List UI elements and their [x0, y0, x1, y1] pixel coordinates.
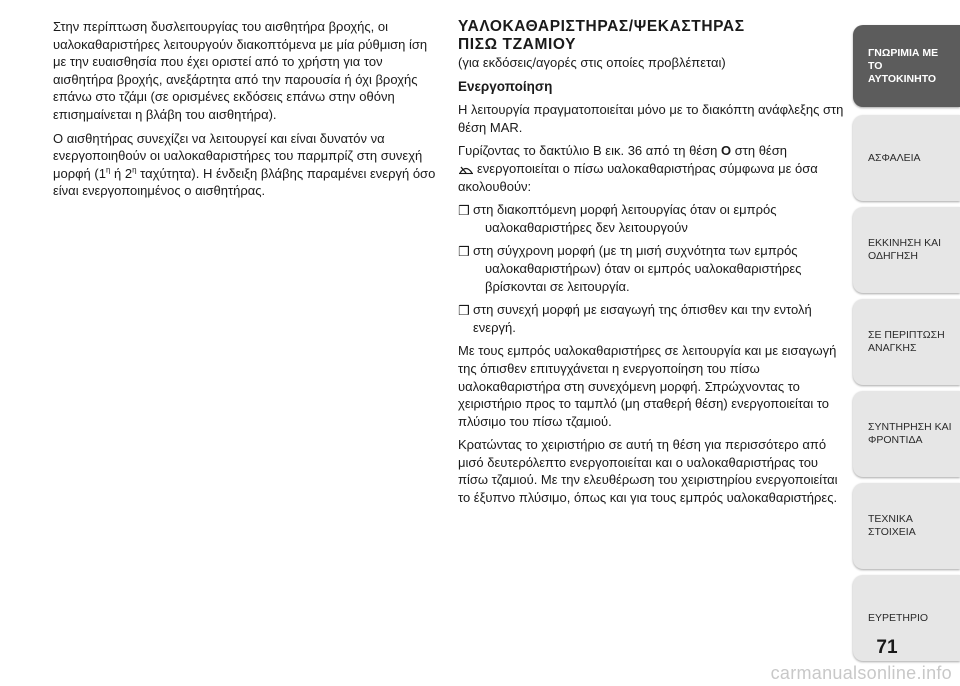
tab-maintenance[interactable]: ΣΥΝΤΗΡΗΣΗ ΚΑΙ ΦΡΟΝΤΙΔΑ — [853, 391, 960, 477]
list-item: ❒ στη συνεχή μορφή με εισαγωγή της όπισθεν και την εντολή ενεργή. — [458, 302, 812, 335]
tab-emergency[interactable]: ΣΕ ΠΕΡΙΠΤΩΣΗ ΑΝΑΓΚΗΣ — [853, 299, 960, 385]
section-title: ΥΑΛΟΚΑΘΑΡΙΣΤΗΡΑΣ/ΨΕΚΑΣΤΗΡΑΣ ΠΙΣΩ ΤΖΑΜΙΟΥ — [458, 18, 745, 53]
checkbox-bullet-icon: ❒ — [458, 203, 470, 219]
tab-index[interactable]: ΕΥΡΕΤΗΡΙΟ — [853, 575, 960, 661]
section-subtitle: (για εκδόσεις/αγορές στις οποίες προβλέπεται) — [458, 55, 726, 70]
tab-getting-to-know[interactable]: ΓΝΩΡΙΜΙΑ ΜΕ ΤΟ ΑΥΤΟΚΙΝΗΤΟ — [853, 25, 960, 107]
list-item: ❒ στη σύγχρονη μορφή (με τη μισή συχνότητα των εμπρός υαλοκαθαριστήρων) όταν οι εμπρός υαλοκαθαριστήρες βρίσκονται σε λειτουργία. — [458, 243, 802, 294]
left-column — [53, 18, 438, 206]
paragraph-ring: Γυρίζοντας το δακτύλιο B εικ. 36 από τη θέση O στη θέση ενεργοποιείται ο πίσω υαλοκαθαριστήρας σύμφωνα με όσα ακολουθούν: — [458, 143, 818, 194]
paragraph-reverse-gear: Με τους εμπρός υαλοκαθαριστήρες σε λειτουργία και με εισαγωγή της όπισθεν επιτυγχάνεται η ενεργοποίηση του πίσω υαλοκαθαριστήρα στη συνεχόμενη μορφή. Σπρώχνοντας το χειριστήριο προς το ταμπλό (μη σταθερή θέση) ενεργοποιείται το πλύσιμο του πίσω τζαμιού. — [458, 343, 837, 429]
tab-technical-data[interactable]: ΤΕΧΝΙΚΑ ΣΤΟΙΧΕΙΑ — [853, 483, 960, 569]
watermark: carmanualsonline.info — [770, 663, 952, 683]
tab-starting-driving[interactable]: ΕΚΚΙΝΗΣΗ ΚΑΙ ΟΔΗΓΗΣΗ — [853, 207, 960, 293]
rear-wiper-icon — [458, 162, 474, 174]
right-column — [458, 18, 850, 513]
checkbox-bullet-icon: ❒ — [458, 244, 470, 260]
page-number: 71 — [876, 637, 898, 658]
subheading-activation: Ενεργοποίηση — [458, 78, 553, 94]
paragraph-sensor-continues: Ο αισθητήρας συνεχίζει να λειτουργεί και είναι δυνατόν να ενεργοποιηθούν οι υαλοκαθαριστήρες του παρμπρίζ στη συνεχή μορφή ($1^\eta$ ή $2^\eta$ ταχύτητα). Η ένδειξη βλάβης παραμένει ενεργή όσο είναι ενεργοποιημένος ο αισθητήρας. — [53, 130, 436, 199]
list-item: ❒ στη διακοπτόμενη μορφή λειτουργίας όταν οι εμπρός υαλοκαθαριστήρες δεν λειτουργούν — [458, 202, 777, 235]
paragraph-hold-lever: Κρατώντας το χειριστήριο σε αυτή τη θέση για περισσότερο από μισό δευτερόλεπτο ενεργοποιείται και ο υαλοκαθαριστήρας του πίσω τζαμιού. Με την ελευθέρωση του χειριστηρίου ενεργοποιείται το έξυπνο πλύσιμο, όπως και για τους εμπρός υαλοκαθαριστήρες. — [458, 437, 838, 506]
tab-safety[interactable]: ΑΣΦΑΛΕΙΑ — [853, 115, 960, 201]
paragraph-sensor-fault: Στην περίπτωση δυσλειτουργίας του αισθητήρα βροχής, οι υαλοκαθαριστήρες λειτουργούν διακοπτόμενα με μία ρύθμιση ίση με την ευαισθησία που έχει οριστεί από το χρήστη για τον αισθητήρα βροχής, ανεξάρτητα από την παρουσία ή όχι βροχής επάνω στο τζάμι (σε ορισμένες εκδόσεις επάνω στην οθόνη επισημαίνεται η βλάβη του αισθητήρα). — [53, 19, 428, 122]
checkbox-bullet-icon: ❒ — [458, 303, 470, 319]
paragraph-ignition: Η λειτουργία πραγματοποιείται μόνο με το διακόπτη ανάφλεξης στη θέση MAR. — [458, 102, 844, 135]
position-o-symbol: O — [720, 143, 732, 159]
